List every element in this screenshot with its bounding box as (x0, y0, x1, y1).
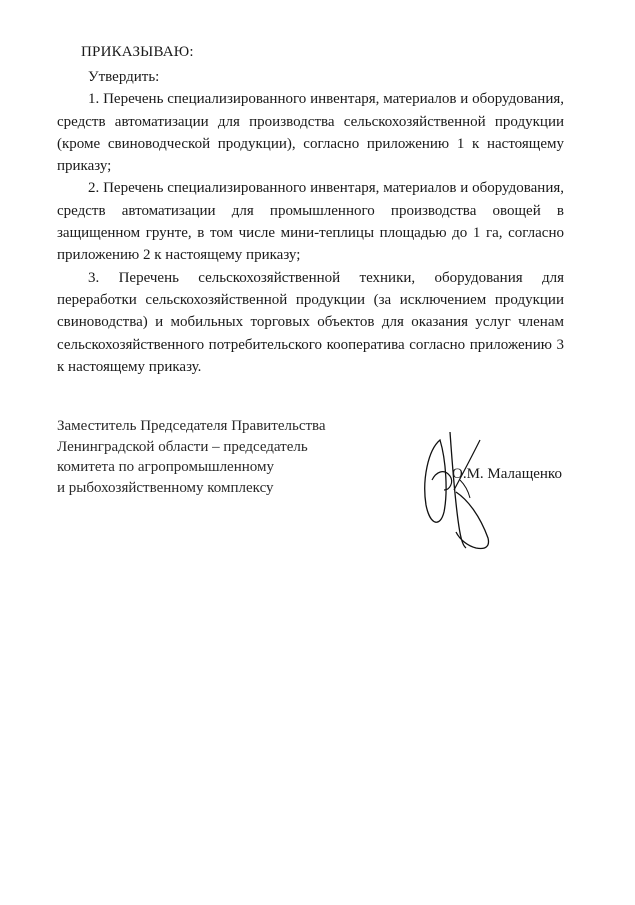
order-item-3: 3. Перечень сельскохозяйственной техники, оборудования для переработки сельскохозяйственной продукции (за исключением продукции свиноводства) и мобильных торговых объектов для оказания услуг членам сельскохозяйственного потребительского кооператива согласно приложению 3 к настоящему приказу. (57, 269, 564, 375)
signatory-title-line-4: и рыбохозяйственному комплексу (57, 479, 274, 496)
signatory-title-line-1: Заместитель Председателя Правительства (57, 418, 326, 434)
signatory-title (57, 416, 326, 498)
order-item-1: 1. Перечень специализированного инвентаря, материалов и оборудования, средств автоматизации для производства сельскохозяйственной продукции (кроме свиноводческой продукции), согласно приложению 1 к настоящему приказу; (57, 91, 564, 175)
signer-name: О.М. Малащенко (452, 466, 562, 482)
handwritten-signature (410, 420, 500, 560)
order-intro: Утвердить: (88, 69, 160, 85)
order-item-2: 2. Перечень специализированного инвентаря, материалов и оборудования, средств автоматизации для промышленного производства овощей в защищенном грунте, в том числе мини-теплицы площадью до 1 га, согласно приложению 2 к настоящему приказу; (57, 180, 564, 264)
signatory-title-line-3: комитета по агропромышленному (57, 459, 274, 475)
order-body (57, 66, 564, 378)
order-heading: ПРИКАЗЫВАЮ: (81, 44, 194, 60)
signatory-title-line-2: Ленинградской области – председатель (57, 438, 308, 455)
